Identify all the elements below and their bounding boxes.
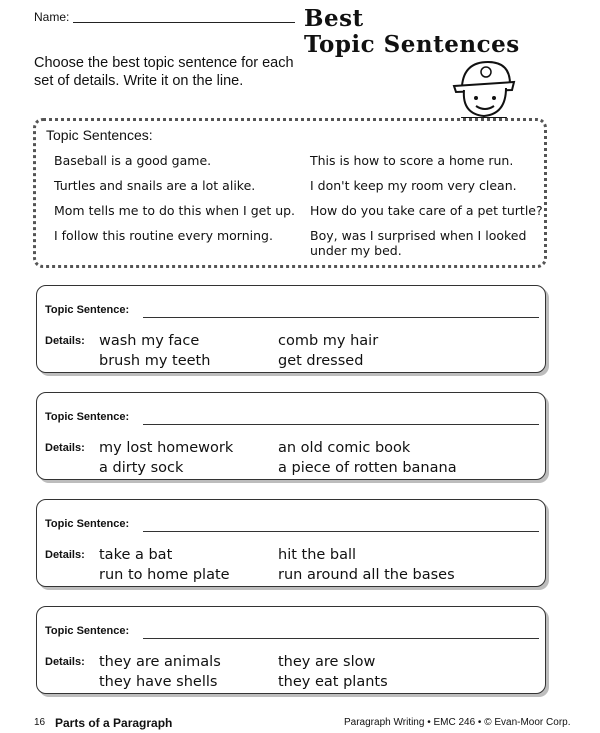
detail-panel-3 [36,499,546,587]
detail-item: a piece of rotten banana [278,460,457,476]
topic-option: Mom tells me to do this when I get up. [54,203,296,218]
topic-sentence-label: Topic Sentence: [45,625,130,637]
topic-sentence-answer-line[interactable] [143,531,539,532]
name-label: Name: [34,10,70,24]
details-label: Details: [45,335,85,347]
topic-option: I follow this routine every morning. [54,228,273,243]
instructions: Choose the best topic sentence for each set of details. Write it on the line. [34,55,294,89]
detail-item: get dressed [278,353,364,369]
detail-item: they are slow [278,654,376,670]
detail-panel-1 [36,285,546,373]
detail-item: hit the ball [278,547,357,563]
detail-item: comb my hair [278,333,379,349]
footer-credit: Paragraph Writing • EMC 246 • © Evan-Moor Corp. [344,717,571,728]
detail-item: wash my face [99,333,200,349]
detail-panel-4 [36,606,546,694]
topic-option: This is how to score a home run. [310,153,514,168]
topic-sentence-label: Topic Sentence: [45,518,130,530]
detail-item: run around all the bases [278,567,455,583]
detail-item: they eat plants [278,674,388,690]
details-label: Details: [45,549,85,561]
topic-sentence-answer-line[interactable] [143,424,539,425]
title-line-1: Best [304,5,364,32]
topic-option: I don't keep my room very clean. [310,178,517,193]
page-title [304,6,520,58]
topic-sentences-box [33,118,547,268]
page-number: 16 [34,717,46,728]
detail-item: a dirty sock [99,460,184,476]
topic-option: How do you take care of a pet turtle? [310,203,543,218]
detail-item: they have shells [99,674,218,690]
detail-item: an old comic book [278,440,411,456]
topic-sentence-label: Topic Sentence: [45,411,130,423]
topic-sentences-heading: Topic Sentences: [46,127,153,143]
topic-option: Boy, was I surprised when I looked under my bed. [310,228,527,258]
detail-item: run to home plate [99,567,230,583]
title-line-2: Topic Sentences [304,31,520,58]
topic-sentence-label: Topic Sentence: [45,304,130,316]
detail-item: they are animals [99,654,221,670]
detail-panel-2 [36,392,546,480]
topic-sentence-answer-line[interactable] [143,317,539,318]
footer-section-title: Parts of a Paragraph [55,716,173,730]
detail-item: brush my teeth [99,353,211,369]
topic-option: Baseball is a good game. [54,153,212,168]
topic-sentence-answer-line[interactable] [143,638,539,639]
topic-option: Turtles and snails are a lot alike. [54,178,256,193]
details-label: Details: [45,656,85,668]
details-label: Details: [45,442,85,454]
detail-item: take a bat [99,547,173,563]
detail-item: my lost homework [99,440,234,456]
name-line[interactable] [73,22,295,23]
